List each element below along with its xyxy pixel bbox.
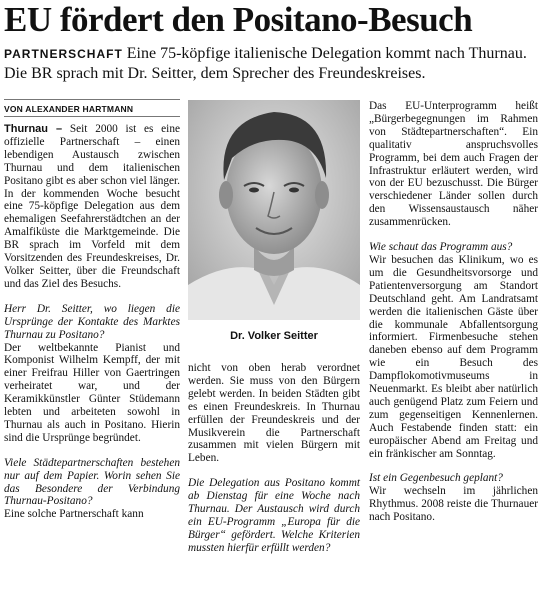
answer-5: Wir wechseln im jährlichen Rhythmus. 2008 reiste die Thurnauer nach Positano. — [369, 485, 538, 524]
intro-text: Seit 2000 ist es eine offizielle Partnerschaft – einen lebendigen Austausch zwischen Thurnau und dem italienischen Positano gibt es aber schon viel länger. In der kommenden Woche besucht eine 75-köpfige Delegation aus dem ehemaligen Seefahrerstädtchen an der Amalfiküste die Marktgemeinde. Die BR sprach im Vorfeld mit dem Vorsitzenden des Freundeskreises, Dr. Volker Seitter, über die Freundschaft und das Ziel des Besuchs. — [4, 123, 181, 290]
article-column-3 — [369, 100, 538, 524]
deck-text: Eine 75-köpfige italienische Delegation kommt nach Thurnau. Die BR sprach mit Dr. Seitter, dem Sprecher des Freundeskreises. — [4, 45, 527, 82]
dateline: Thurnau – — [4, 123, 63, 135]
byline-rule-bottom — [4, 116, 180, 117]
question-5: Ist ein Gegenbesuch geplant? — [369, 472, 503, 485]
answer-2-continued: nicht von oben herab verordnet werden. Sie muss von den Bürgern gelebt werden. In beiden Städten gibt es einen Freundeskreis. In Thurnau erfüllen der Freundeskreis und der Musikverein die Partnerschaft zusammen mit vielen Bürgern mit Leben. — [188, 362, 360, 465]
photo-caption: Dr. Volker Seitter — [230, 330, 318, 342]
question-3: Die Delegation aus Positano kommt ab Dienstag für eine Woche nach Thurnau. Der Austausch wird durch ein EU-Programm „Europa für die Bürger“ gefördert. Welche Kriterien mussten hierfür erfüllt werden? — [188, 477, 360, 554]
answer-2: Eine solche Partnerschaft kann — [4, 508, 144, 521]
portrait-photo — [188, 100, 360, 320]
answer-1: Der weltbekannte Pianist und Komponist Wilhelm Kempff, der mit einer Freifrau Hiller von Gaertringen verheiratet war, und der Keramikkünstler Günter Stüdemann lebten und arbeiteten sowohl in Thurnau als auch in Positano. Hierin sind die Ursprünge begründet. — [4, 341, 180, 444]
article-column-1 — [4, 123, 180, 521]
headline: EU fördert den Positano-Besuch — [4, 0, 473, 39]
article-column-2 — [188, 362, 360, 555]
question-1: Herr Dr. Seitter, wo liegen die Ursprünge der Kontakte des Marktes Thurnau zu Positano? — [4, 302, 180, 341]
intro-paragraph — [4, 123, 180, 291]
deck-summary — [4, 44, 537, 84]
byline-rule — [4, 99, 180, 100]
answer-3: Das EU-Unterprogramm heißt „Bürgerbegegnungen im Rahmen von Städtepartnerschaften“. Ein qualitativ anspruchsvolles Programm, bei dem auch Fragen der Infrastruktur erläutert werden, wird von der EU bezuschusst. Die Bürger verschiedener Länder sollen durch den Wissensaustausch näher zusammenrücken. — [369, 100, 538, 229]
kicker: PARTNERSCHAFT — [4, 47, 123, 61]
question-2: Viele Städtepartnerschaften bestehen nur auf dem Papier. Worin sehen Sie das Besondere der Verbindung Thurnau-Positano? — [4, 456, 180, 508]
question-4: Wie schaut das Programm aus? — [369, 241, 513, 254]
byline: VON ALEXANDER HARTMANN — [4, 104, 134, 114]
answer-4: Wir besuchen das Klinikum, wo es um die Gesundheitsvorsorge und Patientenversorgung am Standort Deutschland geht. Am Landratsamt werden die italienischen Gäste über die kommunale Abfallentsorgung informiert. Firmenbesuche stehen daneben ebenso auf dem Programm wie ein Besuch des Dampflokomotivmuseums in Neuenmarkt. Es bleibt aber natürlich auch genügend Platz zum Feiern und zum gegenseitigen Kennenlernen. Auch Festabende finden statt: ein europäischer Abend am Freitag und ein fränkischer am Sonntag. — [369, 253, 538, 460]
